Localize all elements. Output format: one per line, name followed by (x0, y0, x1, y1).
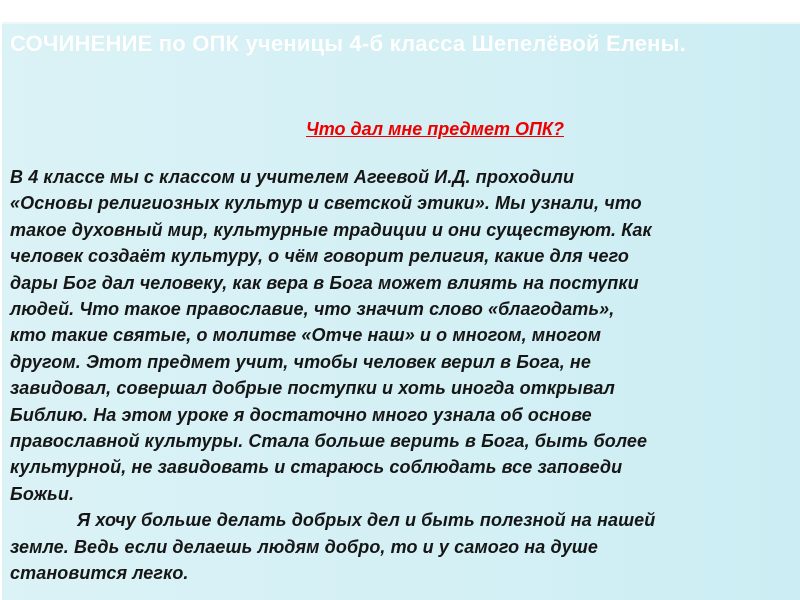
essay-line: Божьи. (10, 483, 75, 504)
essay-line: культурной, не завидовать и стараюсь соблюдать все заповеди (10, 457, 623, 478)
essay-line: православной культуры. Стала больше верить в Бога, быть более (10, 431, 648, 452)
essay-line: такое духовный мир, культурные традиции и они существуют. Как (10, 219, 652, 240)
essay-line: земле. Ведь если делаешь людям добро, то и у самого на душе (10, 536, 599, 557)
essay-line: другом. Этот предмет учит, чтобы человек верил в Бога, не (10, 351, 592, 372)
essay-heading: СОЧИНЕНИЕ по ОПК ученицы 4-б класса Шепелёвой Елены. (10, 31, 686, 56)
essay-line-indented: Я хочу больше делать добрых дел и быть полезной на нашей (77, 510, 656, 531)
text-panel (2, 22, 800, 600)
essay-line: завидовал, совершал добрые поступки и хоть иногда открывал (10, 378, 615, 399)
essay-line: кто такие святые, о молитве «Отче наш» и о многом, многом (10, 325, 602, 346)
essay-line: В 4 классе мы с классом и учителем Агеевой И.Д. проходили (10, 167, 575, 187)
essay-line: Библию. На этом уроке я достаточно много узнала об основе (10, 404, 592, 425)
essay-body (10, 164, 796, 587)
essay-subtitle: Что дал мне предмет ОПК? (306, 119, 564, 139)
essay-line: человек создаёт культуру, о чём говорит религия, какие для чего (10, 246, 629, 267)
panel-top-edge (2, 22, 800, 24)
essay-line: дары Бог дал человеку, как вера в Бога может влиять на поступки (10, 272, 639, 293)
essay-line: становится легко. (10, 563, 189, 584)
essay-line: «Основы религиозных культур и светской этики». Мы узнали, что (10, 193, 642, 214)
essay-line: людей. Что такое православие, что значит слово «благодать», (10, 299, 615, 320)
